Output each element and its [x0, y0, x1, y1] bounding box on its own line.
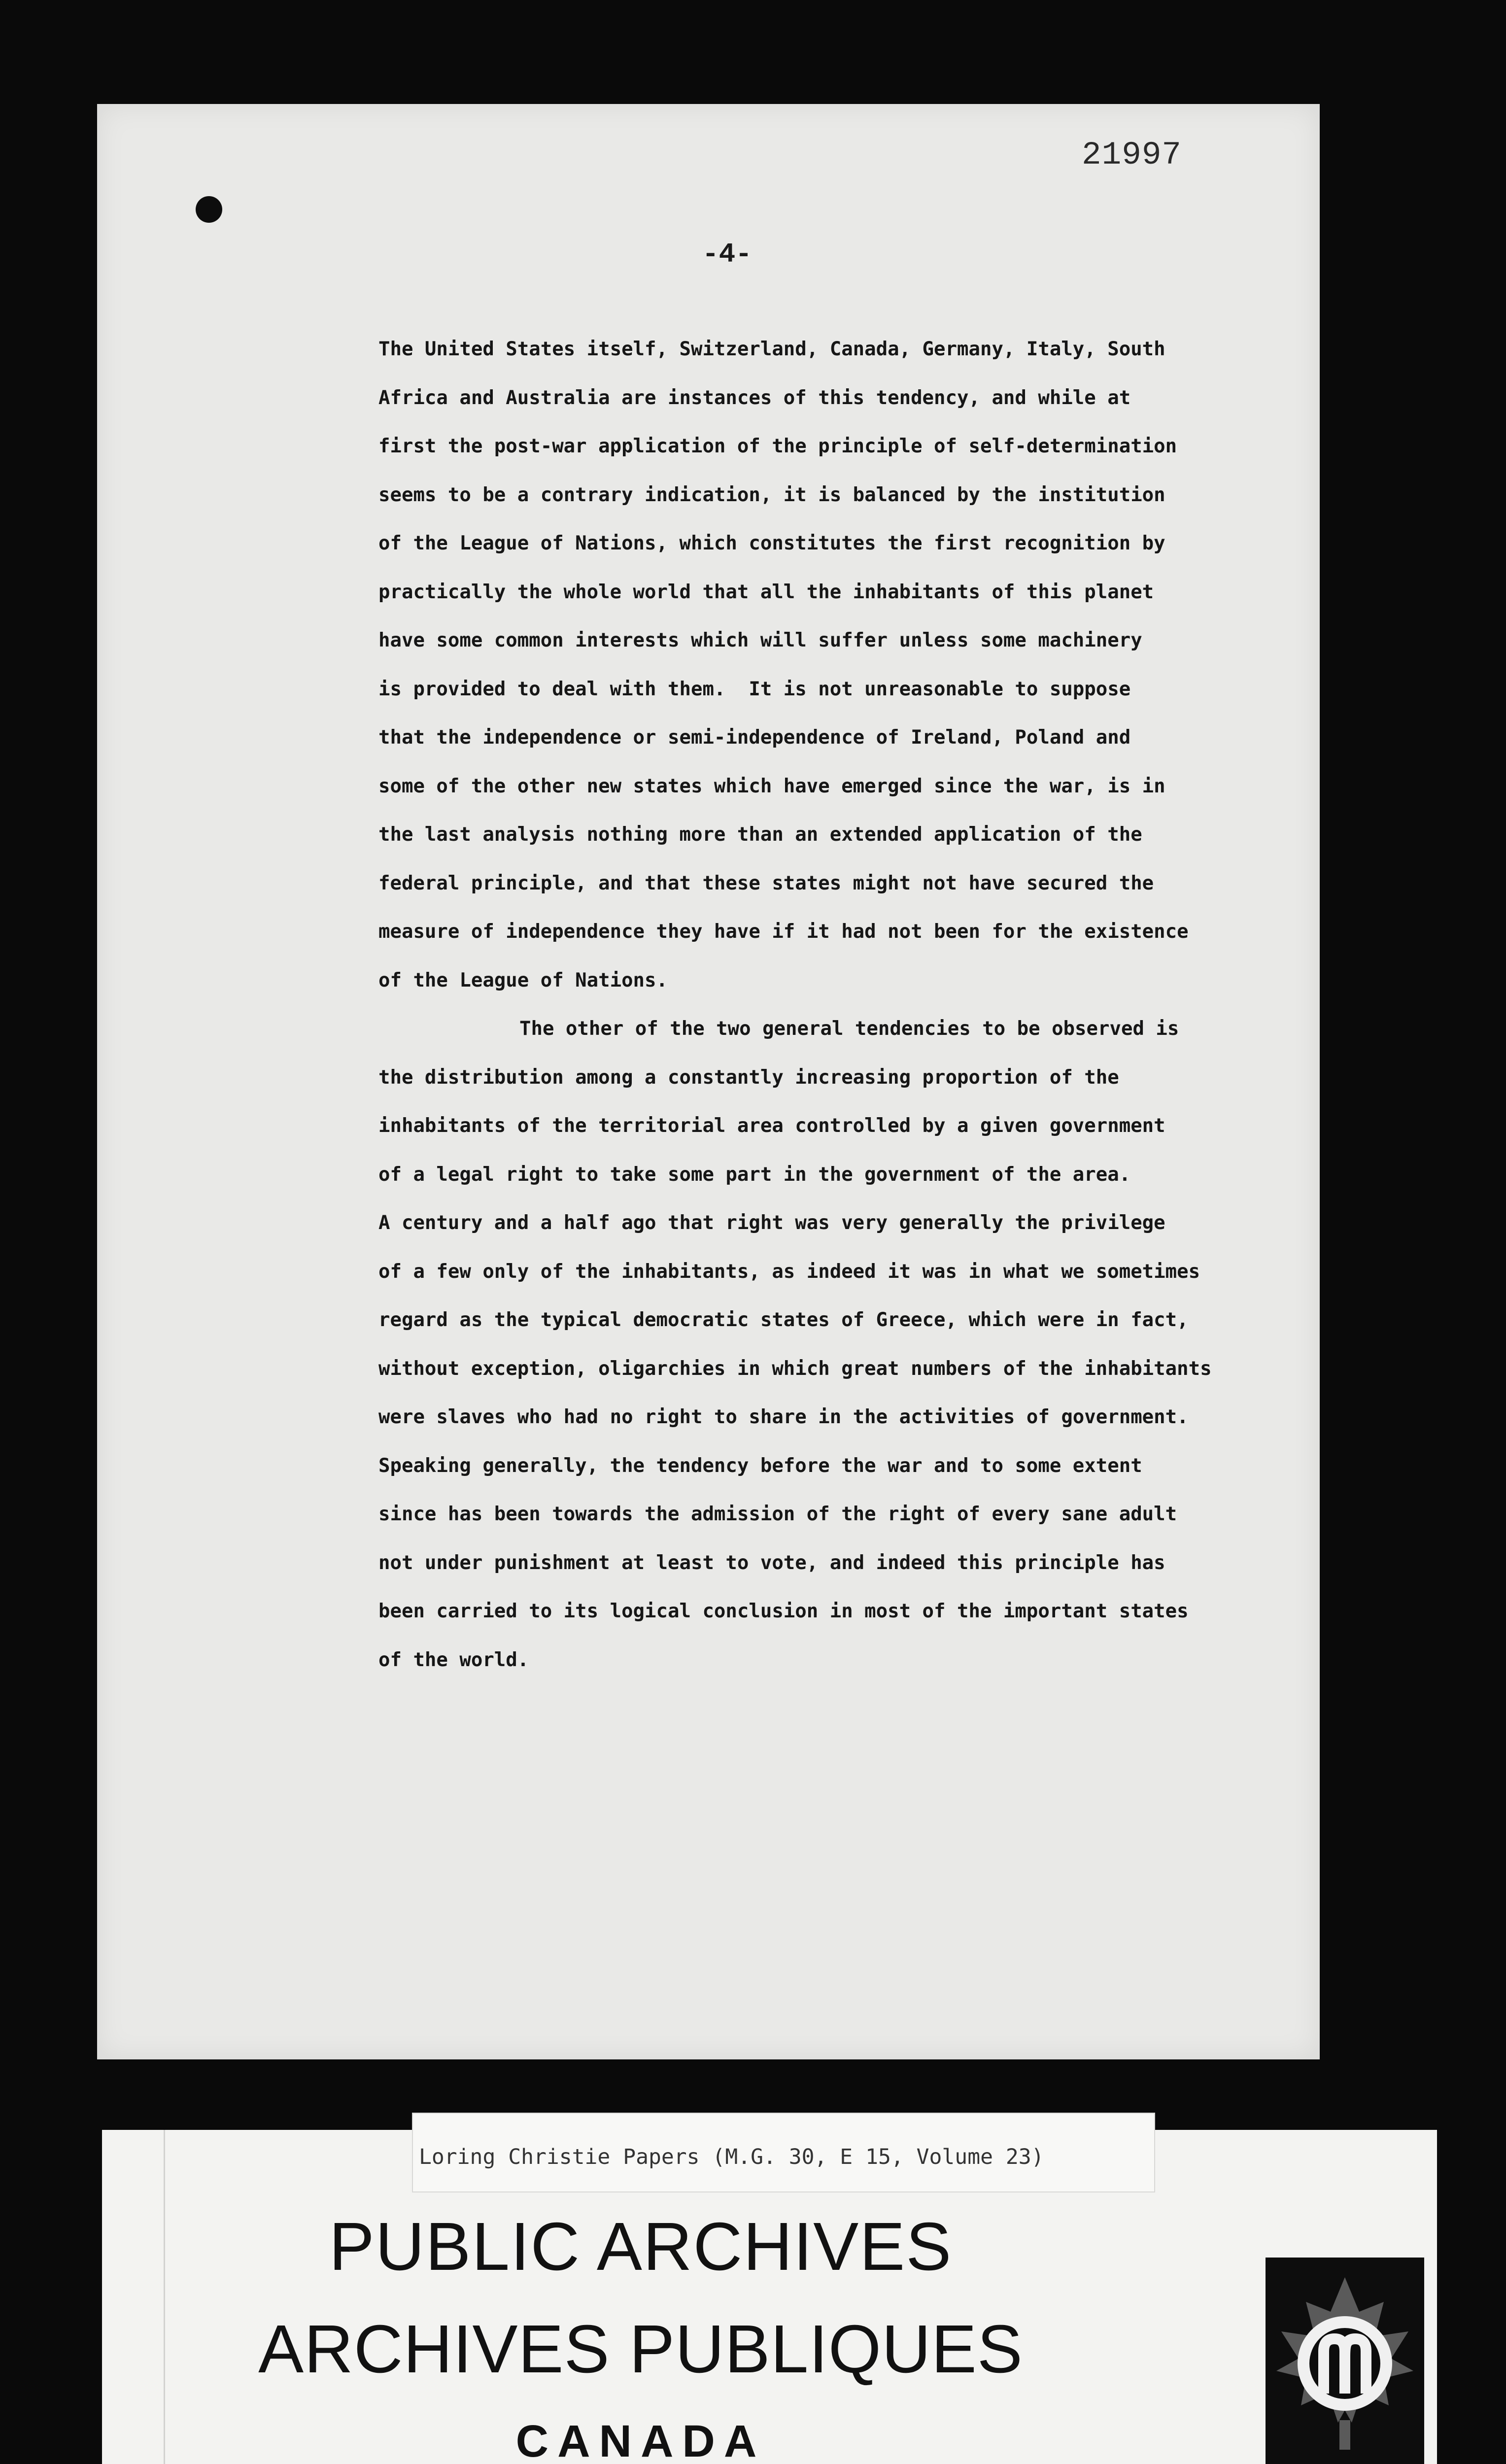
card-fold-line: [164, 2130, 165, 2464]
archives-country: CANADA: [515, 2416, 766, 2464]
punch-hole: [196, 196, 222, 223]
body-text: [378, 325, 1374, 1684]
maple-leaf-logo-icon: [1266, 2258, 1424, 2464]
archives-title-english: PUBLIC ARCHIVES: [329, 2209, 953, 2285]
archives-logo: [1266, 2258, 1424, 2464]
collection-reference: Loring Christie Papers (M.G. 30, E 15, Volume 23): [419, 2145, 1044, 2169]
page-marker: -4-: [702, 239, 752, 270]
folio-number: 21997: [1082, 137, 1182, 173]
archives-title-french: ARCHIVES PUBLIQUES: [258, 2311, 1023, 2387]
paragraph-2: The other of the two general tendencies to be observed is the distribution among a constantly increasing proportion of the inhabitants of the territorial area controlled by a given government of a legal right to take some part in the government of the area. A century and a half ago that right was very generally the privilege of a few only of the inhabitants, as indeed it was in what we sometimes regard as the typical democratic states of Greece, which were in fact, without exception, oligarchies in which great numbers of the inhabitants were slaves who had no right to share in the activities of government. Speaking generally, the tendency before the war and to some extent since has been towards the admission of the right of every sane adult not under punishment at least to vote, and indeed this principle has been carried to its logical conclusion in most of the important states of the world.: [378, 1018, 1212, 1671]
paragraph-1: The United States itself, Switzerland, Canada, Germany, Italy, South Africa and Australia are instances of this tendency, and while at first the post-war application of the principle of self-determination seems to be a contrary indication, it is balanced by the institution of the League of Nations, which constitutes the first recognition by practically the whole world that all the inhabitants of this planet have some common interests which will suffer unless some machinery is provided to deal with them. It is not unreasonable to suppose that the independence or semi-independence of Ireland, Poland and some of the other new states which have emerged since the war, is in the last analysis nothing more than an extended application of the federal principle, and that these states might not have secured the measure of independence they have if it had not been for the existence of the League of Nations.: [378, 338, 1189, 992]
